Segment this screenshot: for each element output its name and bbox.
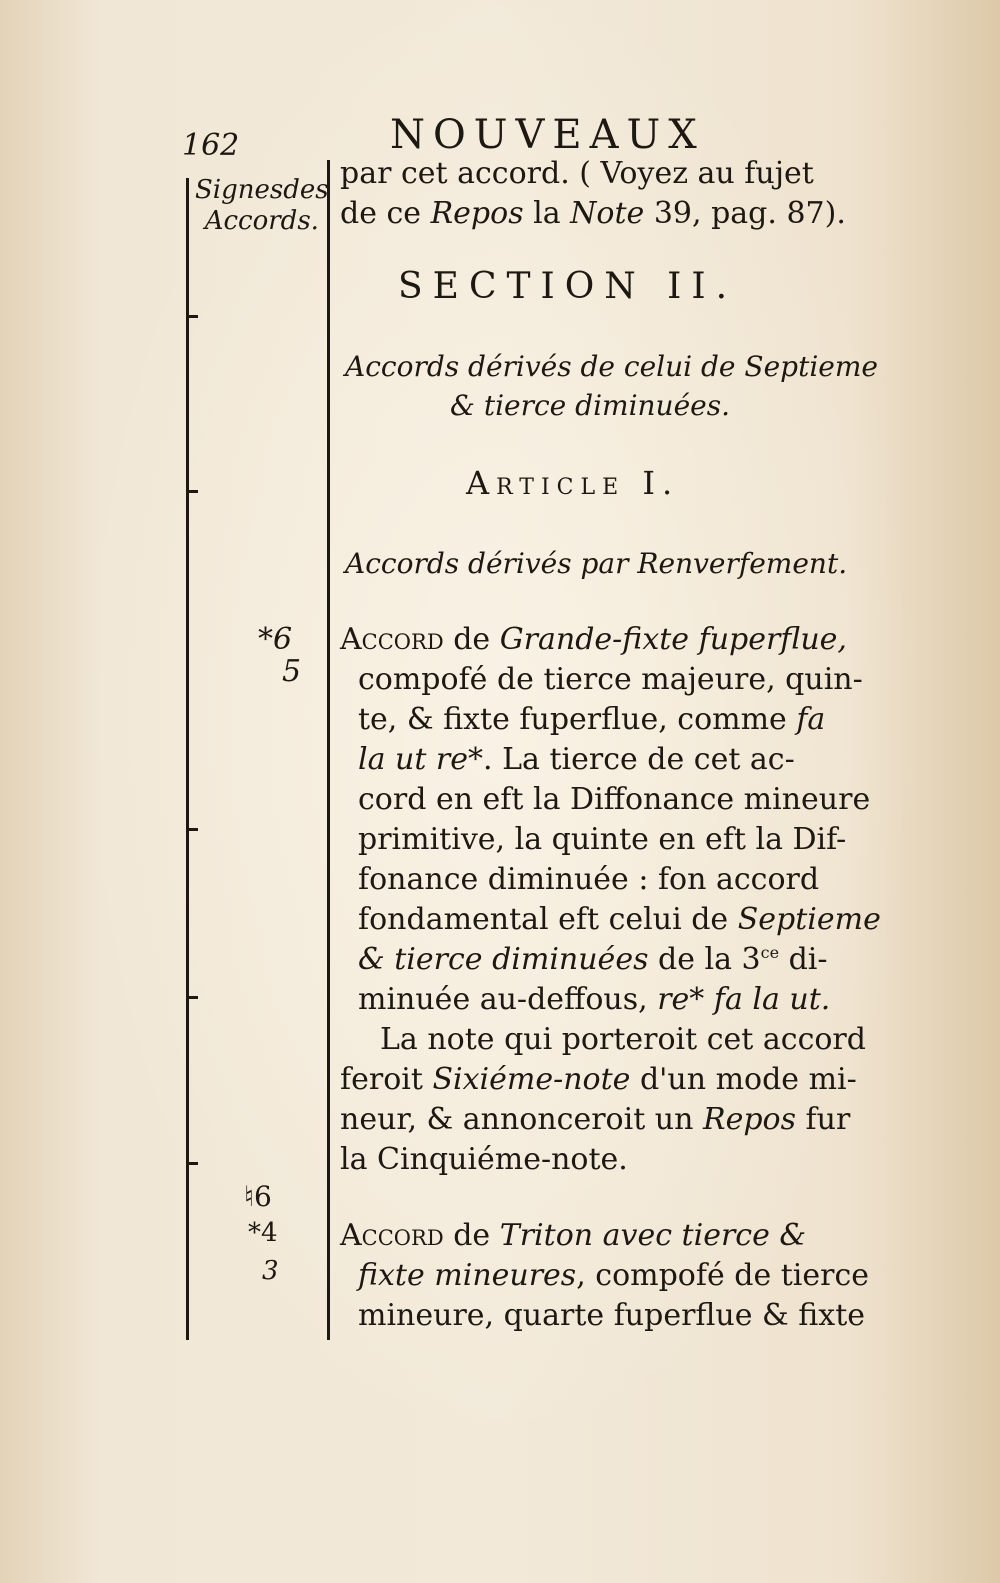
text-run: de la 3	[648, 942, 761, 977]
text-run: , compofé de tierce	[576, 1258, 870, 1293]
text-line: primitive, la quinte en eft la Dif-	[358, 822, 847, 857]
text-line: la Cinquiéme-note.	[340, 1142, 628, 1177]
text-run: Grande-fixte fuperflue,	[499, 622, 847, 657]
heading-line: Accords dérivés de celui de Septieme	[345, 350, 878, 383]
margin-divider	[186, 1162, 198, 1165]
margin-rule-right	[327, 160, 330, 1340]
text-run: neur, & annonceroit un	[340, 1102, 703, 1137]
text-run: Sixiéme-note	[432, 1062, 631, 1097]
margin-header-line: Accords.	[204, 206, 319, 237]
text-line: fonance diminuée : fon accord	[358, 862, 820, 897]
heading-line: Accords dérivés par Renverfement.	[345, 547, 848, 580]
text-line	[358, 1258, 869, 1293]
text-run: ce	[760, 943, 780, 962]
text-run: fixte mineures	[358, 1258, 577, 1293]
margin-header-line: Signesdes	[195, 175, 329, 205]
page-number: 162	[182, 128, 240, 163]
text-line	[358, 942, 828, 977]
heading-line: & tierce diminuées.	[450, 389, 730, 422]
text-line: par cet accord. ( Voyez au fujet	[340, 156, 814, 191]
text-line	[340, 622, 847, 657]
figured-bass-2: *4	[248, 1218, 278, 1248]
section-title: SECTION II.	[398, 266, 738, 307]
text-run: Repos	[430, 196, 524, 231]
figured-bass-2: ♮6	[244, 1180, 272, 1213]
margin-header	[195, 175, 329, 237]
text-run: Septieme	[737, 902, 881, 937]
text-run: Accord	[340, 1218, 444, 1253]
text-run: di-	[779, 942, 828, 977]
margin-divider	[186, 315, 198, 318]
text-run: & tierce diminuées	[358, 942, 649, 977]
text-run: la	[523, 196, 571, 231]
text-run: te, & fixte fuperflue, comme	[358, 702, 797, 737]
text-line: compofé de tierce majeure, quin-	[358, 662, 863, 697]
text-line	[340, 196, 846, 231]
text-run: . La tierce de cet ac-	[483, 742, 795, 777]
margin-rule-left	[186, 178, 189, 1340]
text-line	[340, 1102, 850, 1137]
text-run: fur	[796, 1102, 851, 1137]
text-line	[358, 902, 881, 937]
text-run: re* fa la ut.	[657, 982, 831, 1017]
text-run: de	[443, 1218, 500, 1253]
text-line: La note qui porteroit cet accord	[380, 1022, 866, 1057]
text-run: Repos	[703, 1102, 797, 1137]
text-line	[358, 742, 795, 777]
text-run: minuée au-deffous,	[358, 982, 658, 1017]
figured-bass-1: *6	[258, 622, 293, 657]
figured-bass-1: 5	[282, 654, 302, 689]
text-run: Note	[570, 196, 645, 231]
text-run: Triton avec tierce &	[499, 1218, 807, 1253]
text-run: Accord	[340, 622, 444, 657]
article-title: Article I.	[466, 464, 680, 502]
text-run: de ce	[340, 196, 431, 231]
text-run: la ut re*	[358, 742, 484, 777]
text-run: fondamental eft celui de	[358, 902, 738, 937]
margin-divider	[186, 490, 198, 493]
text-line	[340, 1218, 806, 1253]
text-run: 39, pag. 87).	[644, 196, 846, 231]
margin-divider	[186, 828, 198, 831]
margin-divider	[186, 996, 198, 999]
text-line: cord en eft la Diffonance mineure	[358, 782, 871, 817]
text-line	[340, 1062, 857, 1097]
running-title: NOUVEAUX	[390, 112, 705, 158]
text-line: mineure, quarte fuperflue & fixte	[358, 1298, 866, 1333]
text-run: d'un mode mi-	[630, 1062, 857, 1097]
text-run: feroit	[340, 1062, 433, 1097]
figured-bass-2: 3	[262, 1256, 279, 1286]
text-line	[358, 982, 830, 1017]
text-run: de	[443, 622, 500, 657]
text-run: fa	[796, 702, 826, 737]
text-line	[358, 702, 825, 737]
